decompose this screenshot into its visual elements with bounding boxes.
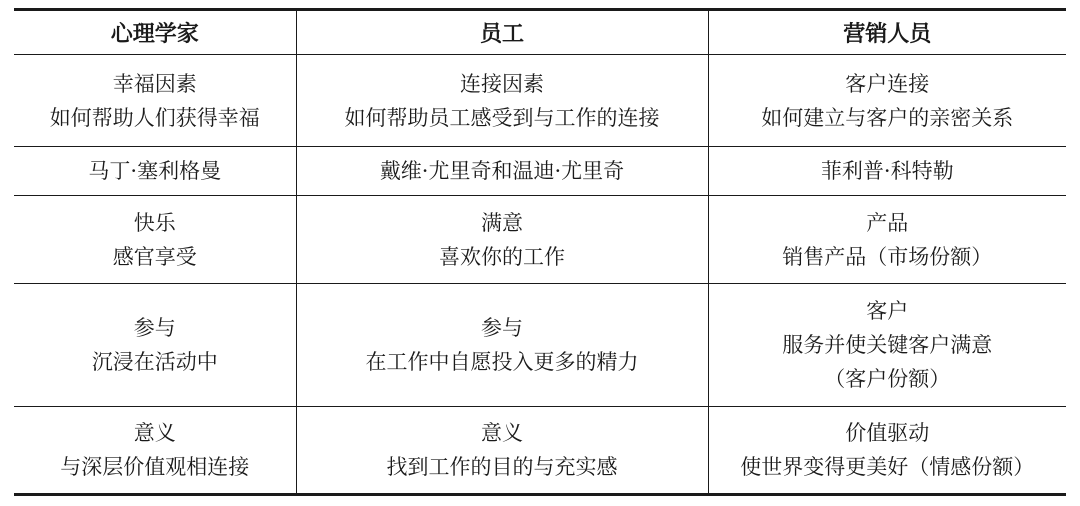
table-cell bbox=[708, 196, 1066, 284]
table-cell bbox=[708, 284, 1066, 407]
table-cell bbox=[14, 407, 296, 495]
table-cell bbox=[14, 284, 296, 407]
header-employee: 员工 bbox=[296, 10, 708, 55]
table-row bbox=[14, 147, 1066, 196]
cell-line: 意义 bbox=[481, 421, 523, 445]
cell-line: 如何帮助员工感受到与工作的连接 bbox=[344, 105, 660, 130]
table-row bbox=[14, 284, 1066, 407]
cell-line: 快乐 bbox=[133, 210, 176, 235]
table-cell bbox=[296, 55, 708, 147]
cell-line: 客户 bbox=[866, 299, 909, 323]
cell-line: 服务并使关键客户满意 bbox=[782, 333, 993, 357]
cell-line: 销售产品（市场份额） bbox=[782, 244, 993, 269]
cell-line: 找到工作的目的与充实感 bbox=[386, 455, 618, 479]
comparison-table-container bbox=[14, 8, 1066, 496]
cell-line: 意义 bbox=[133, 421, 176, 445]
cell-line: 感官享受 bbox=[112, 244, 197, 269]
cell-line: 幸福因素 bbox=[112, 71, 197, 96]
cell-line: 满意 bbox=[481, 210, 523, 235]
cell-line: 如何建立与客户的亲密关系 bbox=[761, 105, 1014, 130]
table-cell bbox=[708, 147, 1066, 196]
cell-line: 在工作中自愿投入更多的精力 bbox=[365, 350, 639, 374]
cell-line: 戴维·尤里奇和温迪·尤里奇 bbox=[379, 159, 625, 183]
table-cell bbox=[296, 147, 708, 196]
cell-line: 客户连接 bbox=[845, 71, 930, 96]
table-row bbox=[14, 407, 1066, 495]
comparison-table bbox=[14, 8, 1066, 496]
cell-line: 马丁·塞利格曼 bbox=[88, 159, 222, 183]
cell-line: 与深层价值观相连接 bbox=[60, 455, 250, 479]
cell-line: 使世界变得更美好（情感份额） bbox=[740, 455, 1035, 479]
cell-line: 如何帮助人们获得幸福 bbox=[49, 105, 260, 130]
table-cell bbox=[296, 196, 708, 284]
table-row bbox=[14, 55, 1066, 147]
cell-line: 菲利普·科特勒 bbox=[820, 159, 954, 183]
table-cell bbox=[14, 196, 296, 284]
cell-line: 参与 bbox=[481, 316, 523, 340]
cell-line: 连接因素 bbox=[460, 71, 544, 96]
header-marketer: 营销人员 bbox=[708, 10, 1066, 55]
table-row bbox=[14, 196, 1066, 284]
cell-line: 产品 bbox=[866, 210, 909, 235]
table-cell bbox=[708, 407, 1066, 495]
table-cell bbox=[296, 407, 708, 495]
table-cell bbox=[14, 55, 296, 147]
cell-line: 沉浸在活动中 bbox=[91, 350, 218, 374]
cell-line: 价值驱动 bbox=[845, 421, 930, 445]
header-psychologist: 心理学家 bbox=[110, 22, 199, 47]
header-row bbox=[14, 10, 1066, 55]
table-cell bbox=[296, 284, 708, 407]
table-cell bbox=[708, 55, 1066, 147]
table-cell bbox=[14, 147, 296, 196]
cell-line: 参与 bbox=[133, 316, 176, 340]
cell-line: 喜欢你的工作 bbox=[439, 244, 565, 269]
cell-line: （客户份额） bbox=[824, 367, 951, 391]
